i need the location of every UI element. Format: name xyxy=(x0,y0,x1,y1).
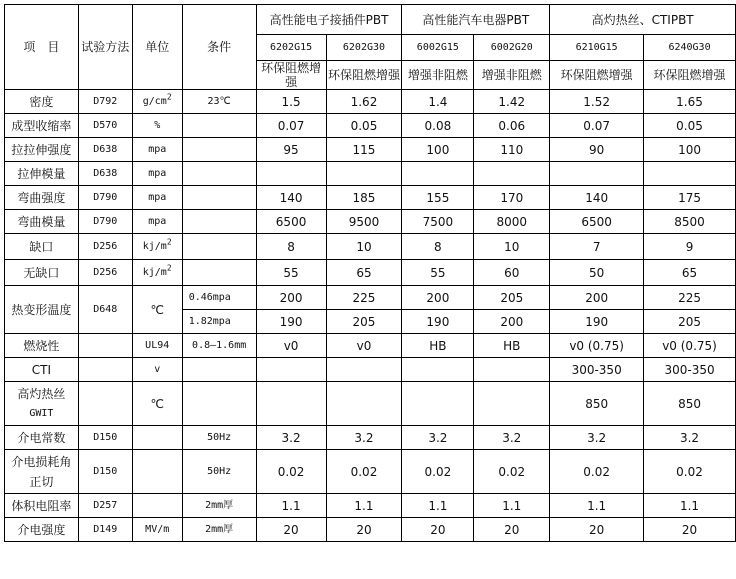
value-cell: 1.62 xyxy=(326,90,402,114)
header-method: 试验方法 xyxy=(78,5,132,90)
value-cell: 200 xyxy=(474,310,550,334)
unit-cell xyxy=(132,260,182,286)
test-method xyxy=(78,358,132,382)
value-cell: 0.08 xyxy=(402,114,474,138)
grade-type-header: 环保阻燃增强 xyxy=(256,61,326,90)
unit-exponent: 2 xyxy=(166,237,172,247)
property-name: 无缺口 xyxy=(5,260,79,286)
value-cell xyxy=(644,162,736,186)
condition: 23℃ xyxy=(182,90,256,114)
value-cell xyxy=(256,358,326,382)
condition: 0.8—1.6mm xyxy=(182,334,256,358)
value-cell xyxy=(256,162,326,186)
test-method: D150 xyxy=(78,426,132,450)
value-cell: 1.1 xyxy=(474,494,550,518)
grade-type-header: 环保阻燃增强 xyxy=(644,61,736,90)
property-name: 燃烧性 xyxy=(5,334,79,358)
header-unit: 单位 xyxy=(132,5,182,90)
value-cell: v0 (0.75) xyxy=(644,334,736,358)
value-cell: 8 xyxy=(256,234,326,260)
value-cell: 170 xyxy=(474,186,550,210)
value-cell: 20 xyxy=(644,518,736,542)
property-name-line2: 正切 xyxy=(29,474,54,489)
value-cell: 225 xyxy=(644,286,736,310)
property-name: 成型收缩率 xyxy=(5,114,79,138)
table-row xyxy=(5,210,736,234)
value-cell: 20 xyxy=(474,518,550,542)
value-cell xyxy=(550,162,644,186)
value-cell: 0.02 xyxy=(256,450,326,494)
condition xyxy=(182,186,256,210)
table-row xyxy=(5,260,736,286)
value-cell: 140 xyxy=(256,186,326,210)
value-cell: 65 xyxy=(644,260,736,286)
value-cell xyxy=(326,162,402,186)
value-cell: 110 xyxy=(474,138,550,162)
value-cell: 850 xyxy=(644,382,736,426)
condition xyxy=(182,382,256,426)
property-name: 弯曲强度 xyxy=(5,186,79,210)
test-method: D790 xyxy=(78,210,132,234)
unit-cell: mpa xyxy=(132,186,182,210)
test-method xyxy=(78,334,132,358)
value-cell: 300-350 xyxy=(550,358,644,382)
value-cell: 60 xyxy=(474,260,550,286)
table-row xyxy=(5,162,736,186)
condition xyxy=(182,260,256,286)
value-cell xyxy=(256,382,326,426)
value-cell: 6500 xyxy=(256,210,326,234)
value-cell: 1.5 xyxy=(256,90,326,114)
value-cell: 20 xyxy=(550,518,644,542)
property-name: 热变形温度 xyxy=(5,286,79,334)
property-name: 介电强度 xyxy=(5,518,79,542)
property-name-line2: GWIT xyxy=(29,407,54,419)
property-name: 介电常数 xyxy=(5,426,79,450)
value-cell: 175 xyxy=(644,186,736,210)
value-cell: 200 xyxy=(256,286,326,310)
value-cell: 8500 xyxy=(644,210,736,234)
property-name xyxy=(5,450,79,494)
table-row xyxy=(5,382,736,426)
value-cell: 10 xyxy=(474,234,550,260)
condition: 0.46mpa xyxy=(182,286,256,310)
table-row xyxy=(5,358,736,382)
value-cell: 90 xyxy=(550,138,644,162)
value-cell: 3.2 xyxy=(474,426,550,450)
value-cell: 225 xyxy=(326,286,402,310)
unit-text: kj/m xyxy=(142,240,167,252)
grade-type-header: 环保阻燃增强 xyxy=(550,61,644,90)
value-cell: 115 xyxy=(326,138,402,162)
value-cell: 95 xyxy=(256,138,326,162)
value-cell: 205 xyxy=(474,286,550,310)
grade-header: 6002G20 xyxy=(474,35,550,61)
value-cell: 1.4 xyxy=(402,90,474,114)
value-cell: 190 xyxy=(550,310,644,334)
value-cell: 0.06 xyxy=(474,114,550,138)
grade-type-header: 增强非阻燃 xyxy=(402,61,474,90)
test-method: D638 xyxy=(78,138,132,162)
test-method: D256 xyxy=(78,234,132,260)
property-name: 缺口 xyxy=(5,234,79,260)
value-cell: 20 xyxy=(256,518,326,542)
value-cell xyxy=(326,358,402,382)
unit-cell: mpa xyxy=(132,210,182,234)
value-cell: 0.07 xyxy=(550,114,644,138)
value-cell: 7 xyxy=(550,234,644,260)
value-cell: 850 xyxy=(550,382,644,426)
grade-type-header: 增强非阻燃 xyxy=(474,61,550,90)
condition xyxy=(182,234,256,260)
value-cell: 100 xyxy=(402,138,474,162)
value-cell: 0.02 xyxy=(474,450,550,494)
unit-cell: v xyxy=(132,358,182,382)
unit-cell: mpa xyxy=(132,138,182,162)
grade-header: 6210G15 xyxy=(550,35,644,61)
value-cell: 1.1 xyxy=(256,494,326,518)
test-method: D790 xyxy=(78,186,132,210)
unit-cell: ℃ xyxy=(132,286,182,334)
value-cell: 8 xyxy=(402,234,474,260)
value-cell xyxy=(326,382,402,426)
group-header-2: 高性能汽车电器PBT xyxy=(402,5,550,35)
value-cell: HB xyxy=(474,334,550,358)
unit-cell xyxy=(132,494,182,518)
value-cell: 20 xyxy=(402,518,474,542)
value-cell: 50 xyxy=(550,260,644,286)
condition xyxy=(182,210,256,234)
value-cell xyxy=(474,162,550,186)
unit-exponent: 2 xyxy=(166,263,172,273)
condition xyxy=(182,114,256,138)
property-name: 拉拉伸强度 xyxy=(5,138,79,162)
test-method: D257 xyxy=(78,494,132,518)
unit-cell xyxy=(132,450,182,494)
value-cell: 0.05 xyxy=(326,114,402,138)
value-cell: HB xyxy=(402,334,474,358)
value-cell: 200 xyxy=(550,286,644,310)
value-cell: 190 xyxy=(402,310,474,334)
value-cell: 65 xyxy=(326,260,402,286)
property-name: 拉伸模量 xyxy=(5,162,79,186)
value-cell: 55 xyxy=(256,260,326,286)
condition: 50Hz xyxy=(182,450,256,494)
table-row xyxy=(5,114,736,138)
grade-header: 6202G30 xyxy=(326,35,402,61)
table-row xyxy=(5,426,736,450)
value-cell: 7500 xyxy=(402,210,474,234)
table-row xyxy=(5,334,736,358)
value-cell: v0 (0.75) xyxy=(550,334,644,358)
unit-cell xyxy=(132,426,182,450)
test-method: D150 xyxy=(78,450,132,494)
value-cell: 1.1 xyxy=(644,494,736,518)
condition: 1.82mpa xyxy=(182,310,256,334)
property-name-line1: 介电损耗角 xyxy=(11,454,72,469)
value-cell xyxy=(402,382,474,426)
value-cell xyxy=(474,382,550,426)
value-cell: 0.02 xyxy=(402,450,474,494)
value-cell xyxy=(402,358,474,382)
value-cell: 3.2 xyxy=(644,426,736,450)
grade-header: 6002G15 xyxy=(402,35,474,61)
condition: 50Hz xyxy=(182,426,256,450)
value-cell: 9500 xyxy=(326,210,402,234)
value-cell: 185 xyxy=(326,186,402,210)
value-cell: 1.1 xyxy=(402,494,474,518)
value-cell: 190 xyxy=(256,310,326,334)
value-cell: 0.02 xyxy=(326,450,402,494)
value-cell: 10 xyxy=(326,234,402,260)
property-name: 体积电阻率 xyxy=(5,494,79,518)
value-cell: 0.07 xyxy=(256,114,326,138)
value-cell: 3.2 xyxy=(256,426,326,450)
table-row xyxy=(5,234,736,260)
spec-table xyxy=(4,4,736,542)
condition xyxy=(182,358,256,382)
value-cell: 55 xyxy=(402,260,474,286)
unit-cell: MV/m xyxy=(132,518,182,542)
group-header-3: 高灼热丝、CTIPBT xyxy=(550,5,736,35)
value-cell: 1.1 xyxy=(326,494,402,518)
value-cell: v0 xyxy=(326,334,402,358)
value-cell: 3.2 xyxy=(550,426,644,450)
value-cell: 205 xyxy=(644,310,736,334)
table-row xyxy=(5,286,736,310)
value-cell: 8000 xyxy=(474,210,550,234)
test-method xyxy=(78,382,132,426)
test-method: D638 xyxy=(78,162,132,186)
value-cell: 3.2 xyxy=(326,426,402,450)
condition xyxy=(182,138,256,162)
value-cell: 0.02 xyxy=(550,450,644,494)
grade-header: 6240G30 xyxy=(644,35,736,61)
value-cell: 0.05 xyxy=(644,114,736,138)
unit-cell: ℃ xyxy=(132,382,182,426)
value-cell: 1.42 xyxy=(474,90,550,114)
value-cell: 1.1 xyxy=(550,494,644,518)
header-condition: 条件 xyxy=(182,5,256,90)
table-row xyxy=(5,90,736,114)
grade-header: 6202G15 xyxy=(256,35,326,61)
property-name: 密度 xyxy=(5,90,79,114)
condition: 2mm厚 xyxy=(182,518,256,542)
property-name: 弯曲模量 xyxy=(5,210,79,234)
unit-text: g/cm xyxy=(142,95,167,107)
property-name xyxy=(5,382,79,426)
value-cell: 9 xyxy=(644,234,736,260)
value-cell: 155 xyxy=(402,186,474,210)
value-cell: 205 xyxy=(326,310,402,334)
value-cell: 3.2 xyxy=(402,426,474,450)
unit-cell xyxy=(132,90,182,114)
unit-cell: % xyxy=(132,114,182,138)
table-row xyxy=(5,186,736,210)
test-method: D149 xyxy=(78,518,132,542)
unit-cell: mpa xyxy=(132,162,182,186)
value-cell: v0 xyxy=(256,334,326,358)
value-cell: 0.02 xyxy=(644,450,736,494)
test-method: D256 xyxy=(78,260,132,286)
value-cell: 140 xyxy=(550,186,644,210)
group-header-1: 高性能电子接插件PBT xyxy=(256,5,402,35)
test-method: D792 xyxy=(78,90,132,114)
value-cell: 100 xyxy=(644,138,736,162)
condition: 2mm厚 xyxy=(182,494,256,518)
value-cell xyxy=(474,358,550,382)
table-row xyxy=(5,138,736,162)
unit-cell xyxy=(132,234,182,260)
unit-text: kj/m xyxy=(142,266,167,278)
table-row xyxy=(5,450,736,494)
test-method: D570 xyxy=(78,114,132,138)
value-cell: 300-350 xyxy=(644,358,736,382)
value-cell: 1.52 xyxy=(550,90,644,114)
table-row xyxy=(5,494,736,518)
property-name-line1: 高灼热丝 xyxy=(17,386,66,401)
value-cell xyxy=(402,162,474,186)
value-cell: 20 xyxy=(326,518,402,542)
grade-type-header: 环保阻燃增强 xyxy=(326,61,402,90)
test-method: D648 xyxy=(78,286,132,334)
value-cell: 1.65 xyxy=(644,90,736,114)
table-row xyxy=(5,518,736,542)
unit-exponent: 2 xyxy=(166,92,172,102)
unit-cell: UL94 xyxy=(132,334,182,358)
property-name: CTI xyxy=(5,358,79,382)
header-item: 项 目 xyxy=(5,5,79,90)
condition xyxy=(182,162,256,186)
value-cell: 6500 xyxy=(550,210,644,234)
value-cell: 200 xyxy=(402,286,474,310)
